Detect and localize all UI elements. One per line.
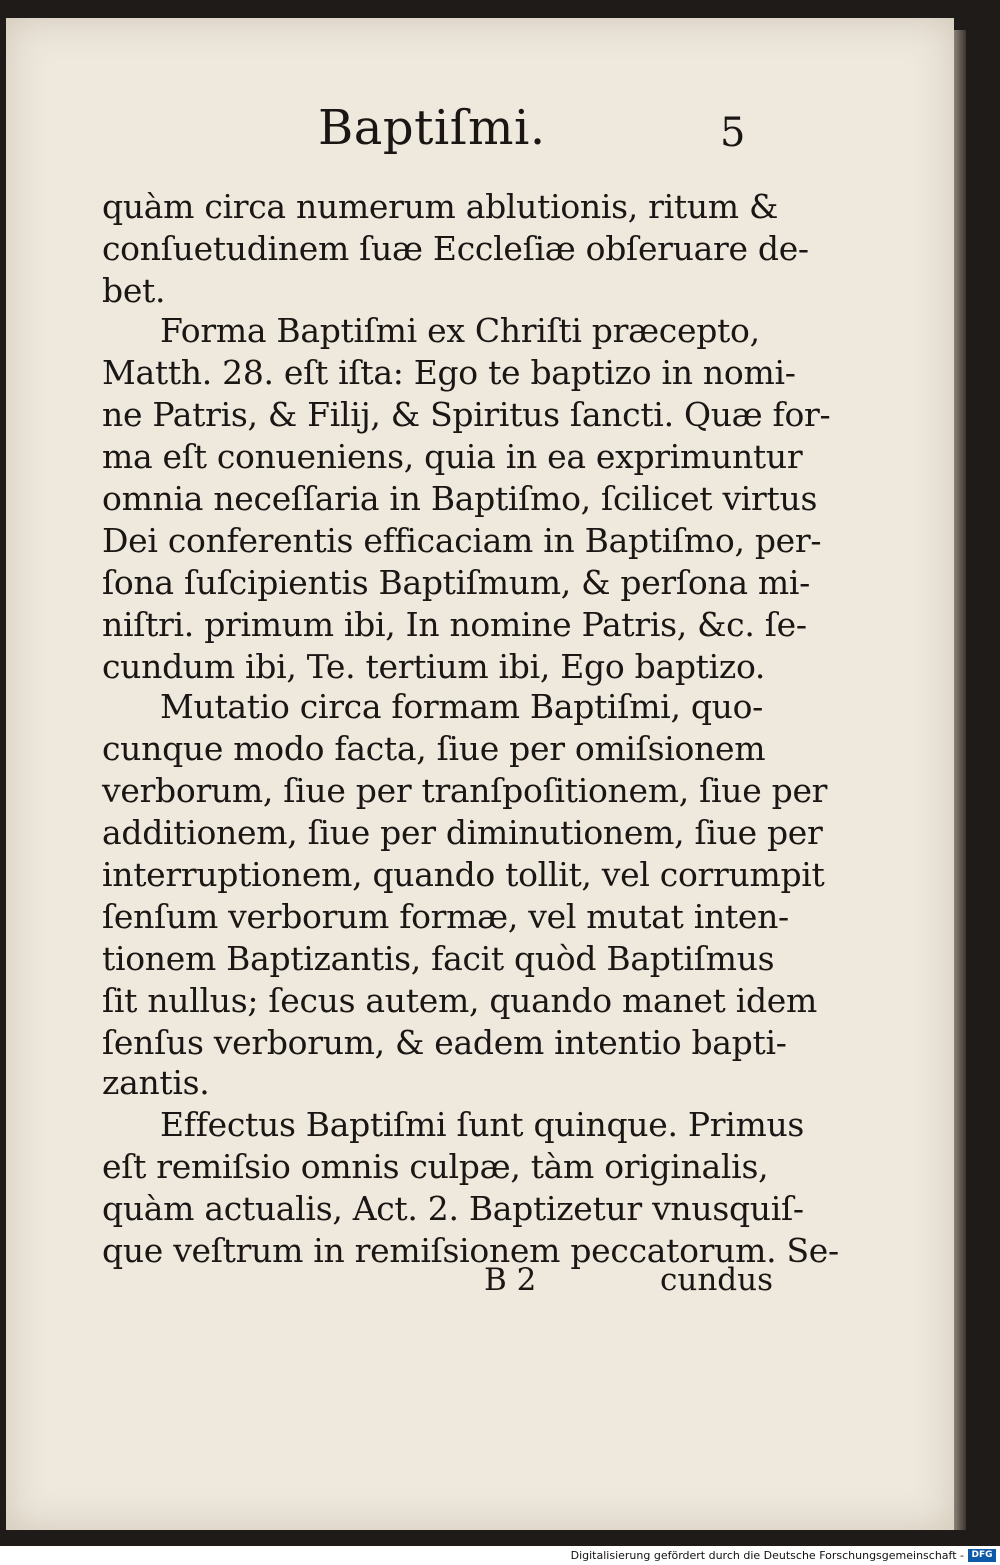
text-line: zantis. [102,1063,210,1102]
text-line: Mutatio circa formam Baptiſmi, quo- [160,687,764,726]
text-line: quàm actualis, Act. 2. Baptizetur vnusquiſ- [102,1189,804,1228]
text-line: cundum ibi, Te. tertium ibi, Ego baptizo. [102,647,766,686]
text-line: niſtri. primum ibi, In nomine Patris, &c. ſe- [102,605,807,644]
text-line: omnia neceſſaria in Baptiſmo, ſcilicet virtus [102,479,818,518]
text-line: verborum, ſiue per tranſpoſitionem, ſiue per [102,771,828,810]
text-line: quàm circa numerum ablutionis, ritum & [102,187,779,226]
credit-bar [0,1546,1000,1565]
text-line: ſenſum verborum formæ, vel mutat inten- [102,897,789,936]
text-line: ſit nullus; ſecus autem, quando manet idem [102,981,818,1020]
text-line: ne Patris, & Filij, & Spiritus ſancti. Quæ for- [102,395,831,434]
text-line: eſt remiſsio omnis culpæ, tàm originalis, [102,1147,769,1186]
text-line: Dei conferentis efficaciam in Baptiſmo, per- [102,521,822,560]
text-line: Effectus Baptiſmi ſunt quinque. Primus [160,1105,805,1144]
text-line: Forma Baptiſmi ex Chriſti præcepto, [160,311,760,350]
credit-text: Digitalisierung gefördert durch die Deutsche Forschungsgemeinschaft - [570,1549,964,1562]
text-line: Matth. 28. eſt iſta: Ego te baptizo in nomi- [102,353,796,392]
running-title: Baptiſmi. [318,100,546,156]
text-line: ſona ſuſcipientis Baptiſmum, & perſona mi- [102,563,811,602]
signature-mark: B 2 [484,1262,537,1298]
text-line: cunque modo facta, ſiue per omiſsionem [102,729,766,768]
page-edge [954,30,966,1530]
text-line: interruptionem, quando tollit, vel corrumpit [102,855,825,894]
page-number: 5 [720,110,746,156]
text-line: tionem Baptizantis, facit quòd Baptiſmus [102,939,775,978]
text-line: conſuetudinem ſuæ Eccleſiæ obſeruare de- [102,229,809,268]
text-line: ſenſus verborum, & eadem intentio bapti- [102,1023,787,1062]
text-line: ma eſt conueniens, quia in ea exprimuntur [102,437,803,476]
catchword: cundus [660,1262,774,1298]
text-line: additionem, ſiue per diminutionem, ſiue per [102,813,823,852]
dfg-logo: DFG [968,1549,996,1562]
text-line: bet. [102,271,166,310]
text-line: que veſtrum in remiſsionem peccatorum. Se- [102,1231,839,1270]
